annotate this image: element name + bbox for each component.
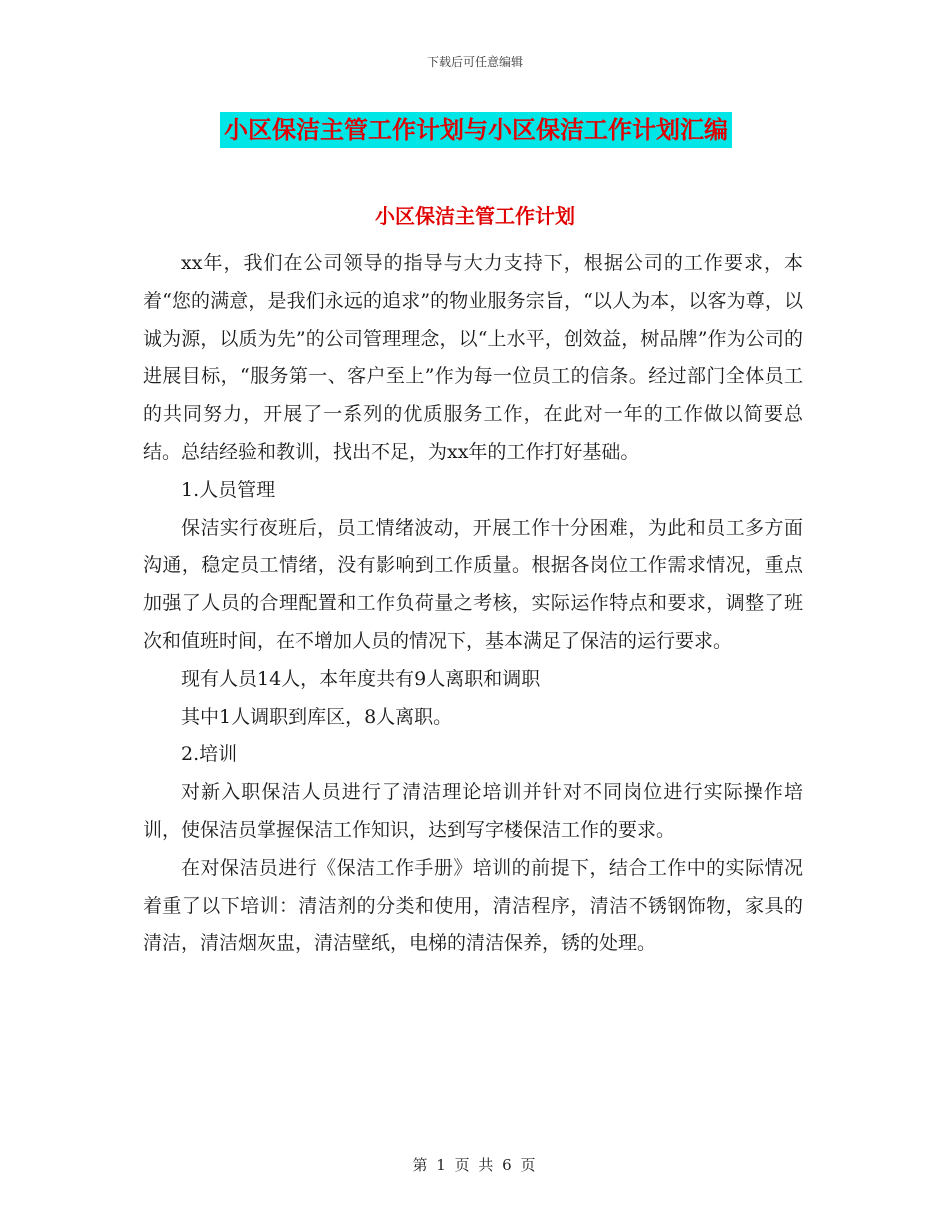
page-indicator: 第 1 页 共 6 页: [412, 1156, 538, 1174]
paragraph-intro: xx年，我们在公司领导的指导与大力支持下，根据公司的工作要求，本着“您的满意，是我们永远的追求”的物业服务宗旨，“以人为本，以客为尊，以诚为源，以质为先”的公司管理理念，以“上水平，创效益，树品牌”作为公司的进展目标，“服务第一、客户至上”作为每一位员工的信条。经过部门全体员工的共同努力，开展了一系列的优质服务工作，在此对一年的工作做以简要总结。总结经验和教训，找出不足，为xx年的工作打好基础。: [143, 252, 803, 463]
paragraph-training-manual: 在对保洁员进行《保洁工作手册》培训的前提下，结合工作中的实际情况着重了以下培训：清洁剂的分类和使用，清洁程序，清洁不锈钢饰物，家具的清洁，清洁烟灰盅，清洁壁纸，电梯的清洁保养，锈的处理。: [143, 856, 803, 955]
heading-training: 2.培训: [181, 743, 238, 766]
section-title: 小区保洁主管工作计划: [375, 204, 575, 228]
paragraph-staff-management: 保洁实行夜班后，员工情绪波动，开展工作十分困难，为此和员工多方面沟通，稳定员工情绪，没有影响到工作质量。根据各岗位工作需求情况，重点加强了人员的合理配置和工作负荷量之考核，实际运作特点和要求，调整了班次和值班时间，在不增加人员的情况下，基本满足了保洁的运行要求。: [143, 516, 803, 652]
paragraph-staff-count: 现有人员14人，本年度共有9人离职和调职: [181, 667, 541, 690]
paragraph-training-new: 对新入职保洁人员进行了清洁理论培训并针对不同岗位进行实际操作培训，使保洁员掌握保洁工作知识，达到写字楼保洁工作的要求。: [143, 781, 803, 841]
document-title: 小区保洁主管工作计划与小区保洁工作计划汇编: [220, 112, 732, 148]
document-body: [143, 245, 803, 963]
heading-staff-management: 1.人员管理: [181, 478, 276, 501]
header-note: 下载后可任意编辑: [426, 55, 523, 69]
paragraph-staff-transfer: 其中1人调职到库区，8人离职。: [181, 705, 453, 728]
